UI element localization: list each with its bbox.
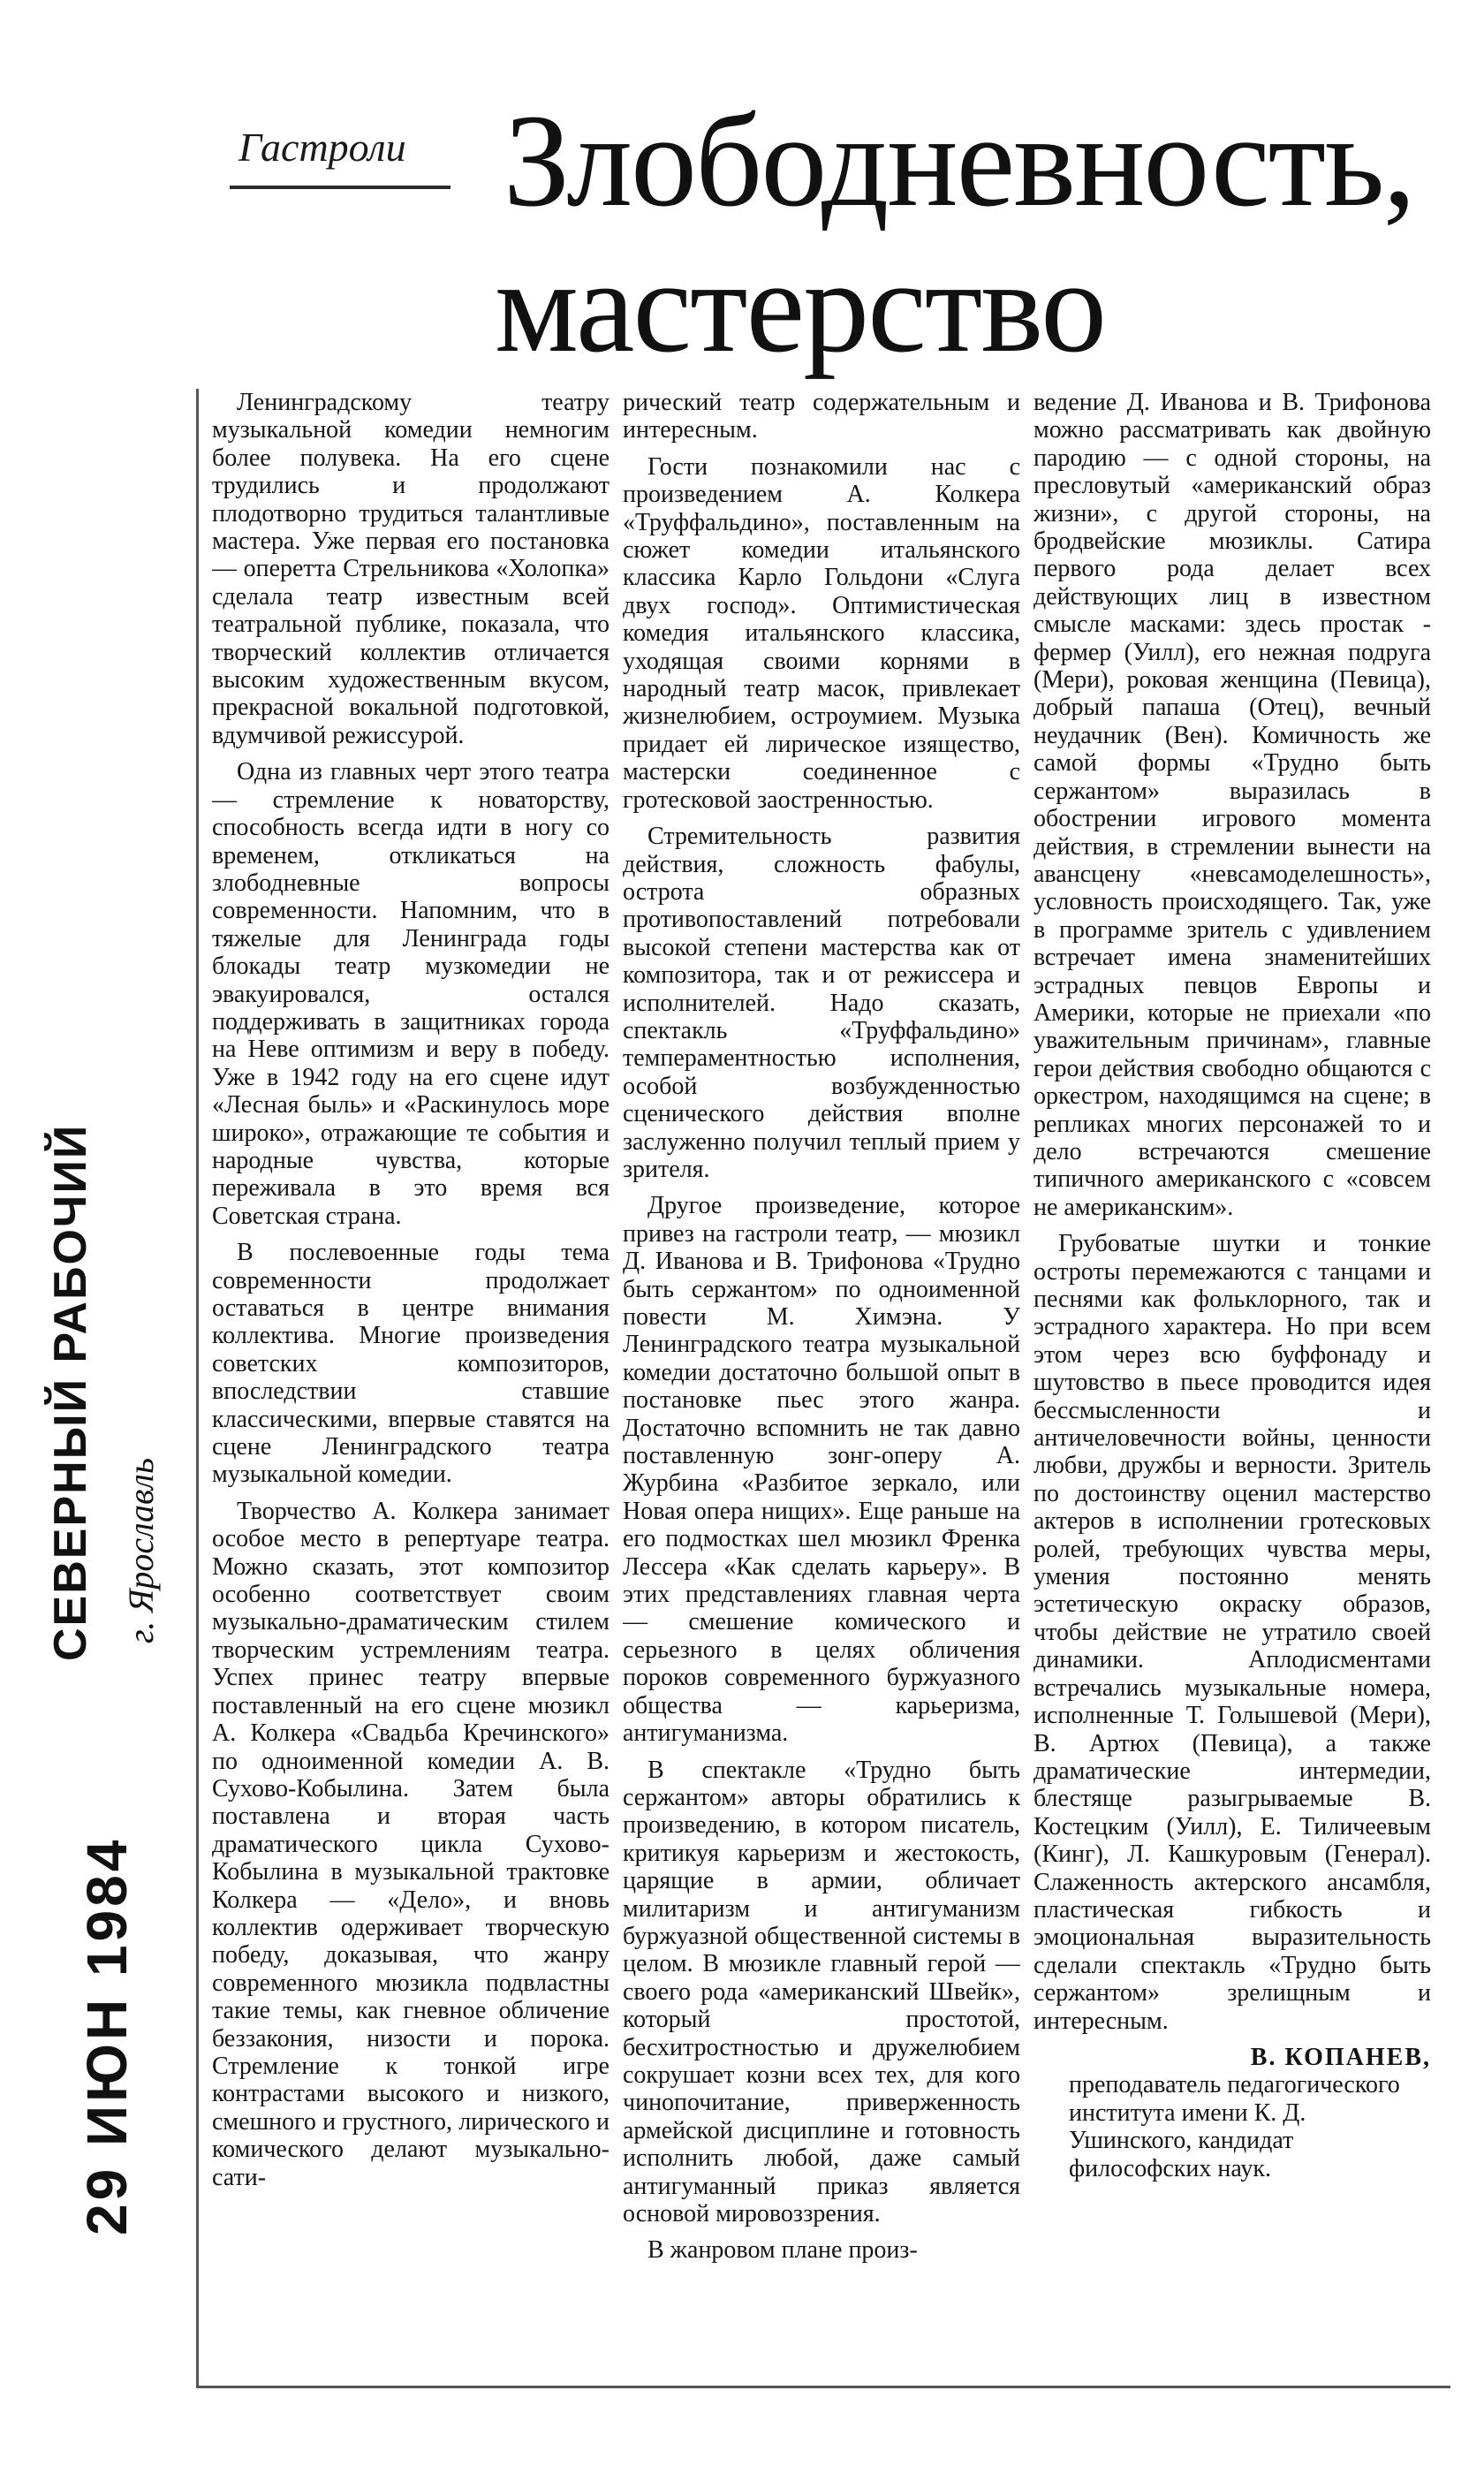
stamp-city: г. Ярославль: [121, 1457, 161, 1643]
paragraph: Грубоватые шутки и тонкие остроты перемежаются с танцами и песнями как фольклорного, так и эстрадного характера. Но при всем этом через всю буффонаду и шутовство в пьесе проводится идея бессмысленности и античеловечности войны, ценности любви, дружбы и верности. Зритель по достоинству оценил мастерство актеров в исполнении гротесковых ролей, требующих чувства меры, умения постоянно менять эстетическую окраску образов, чтобы действие не утратило своей динамики. Аплодисментами встречались музыкальные номера, исполненные Т. Голышевой (Мери), В. Артюх (Певица), а также драматические интермедии, блестяще разыгрываемые В. Костецким (Уилл), Е. Тиличеевым (Кинг), Л. Кашкуровым (Генерал). Слаженность актерского ансамбля, пластическая гибкость и эмоциональная выразительность сделали спектакль «Трудно быть сержантом» зрелищным и интересным.: [1034, 1230, 1431, 2035]
paragraph: Гости познакомили нас с произведением А. Колкера «Труффальдино», поставленным на сюжет комедии итальянского классика Карло Гольдони «Слуга двух господ». Оптимистическая комедия итальянского классика, уходящая своими корнями в народный театр масок, привлекает жизнелюбием, остроумием. Музыка придает ей лирическое изящество, мастерски соединенное с гротесковой заостренностью.: [623, 452, 1020, 814]
paragraph: В спектакле «Трудно быть сержантом» авторы обратились к произведению, в котором писатель, критикуя карьеризм и жестокость, царящие в армии, обличает милитаризм и антигуманизм буржуазной общественной системы в целом. В мюзикле главный герой — своего рода «американский Швейк», который простотой, бесхитростностью и дружелюбием сокрушает козни всех тех, для кого чинопочитание, приверженность армейской дисциплине и готовность исполнить любой, даже самый антигуманный приказ является основой мировоззрения.: [623, 1756, 1020, 2227]
article-column-3: [1034, 389, 1431, 2386]
rubric-underline: [230, 186, 450, 189]
paragraph: В жанровом плане произ-: [647, 2236, 918, 2265]
stamp-date: 29 ИЮН 1984: [75, 1836, 139, 2235]
newspaper-clipping: [212, 88, 1449, 2386]
paragraph: В послевоенные годы тема современности продолжает оставаться в центре внимания коллектива. Многие произведения советских композиторов, впоследствии ставшие классическими, впервые ставятся на сцене Ленинградского театра музыкальной комедии.: [212, 1239, 610, 1489]
paragraph: Другое произведение, которое привез на гастроли театр, — мюзикл Д. Иванова и В. Трифонова «Трудно быть сержантом» по одноименной повести М. Химэна. У Ленинградского театра музыкальной комедии достаточно большой опыт в постановке пьес этого жанра. Достаточно вспомнить не так давно поставленную зонг-оперу А. Журбина «Разбитое зеркало, или Новая опера нищих». Еще раньше на его подмостках шел мюзикл Френка Лессера «Как сделать карьеру». В этих представлениях главная черта — смешение комического и серьезного в целях обличения пороков современного буржуазного общества — карьеризма, антигуманизма.: [623, 1192, 1020, 1748]
paragraph: Ленинградскому театру музыкальной комедии немногим более полувека. На его сцене трудились и продолжают плодотворно трудиться талантливые мастера. Уже первая его постановка — оперетта Стрельникова «Холопка» сделала театр известным всей театральной публике, показала, что творческий коллектив отличается высоким художественным вкусом, прекрасной вокальной подготовкой, вдумчивой режиссурой.: [212, 389, 610, 749]
column-border-bottom: [196, 2386, 1450, 2388]
author-signature: [1034, 2044, 1431, 2182]
paragraph: Одна из главных черт этого театра — стремление к новаторству, способность всегда идти в ногу со временем, откликаться на злободневные вопросы современности. Напомним, что в тяжелые для Ленинграда годы блокады театр музкомедии не эвакуировался, остался поддерживать в защитниках города на Неве оптимизм и веру в победу. Уже в 1942 году на его сцене идут «Лесная быль» и «Раскинулось море широко», отражающие те события и народные чувства, которые переживала в это время вся Советская страна.: [212, 758, 610, 1230]
headline-line-2: мастерство: [495, 233, 1106, 380]
article-column-2: [623, 389, 1020, 2386]
rubric-label: Гастроли: [238, 125, 406, 170]
author-description: преподаватель педагогического института имени К. Д. Ушинского, кандидат философских наук.: [1069, 2071, 1400, 2182]
archive-stamp: [35, 1123, 212, 2262]
author-name: В. КОПАНЕВ,: [1250, 2043, 1431, 2071]
paragraph: Стремительность развития действия, сложность фабулы, острота образных противопоставлений потребовали высокой степени мастерства как от композитора, так и от режиссера и исполнителей. Надо сказать, спектакль «Труффальдино» темпераментностью исполнения, особой возбужденностью сценического действия вполне заслуженно получил теплый прием у зрителя.: [623, 823, 1020, 1183]
article-body: [212, 389, 1449, 2386]
paragraph: Творчество А. Колкера занимает особое место в репертуаре театра. Можно сказать, этот композитор особенно соответствует своим музыкально-драматическим стилем творческим устремлениям театра. Успех принес театру впервые поставленный на его сцене мюзикл А. Колкера «Свадьба Кречинского» по одноименной комедии А. В. Сухово-Кобылина. Затем была поставлена и вторая часть драматического цикла Сухово-Кобылина в музыкальной трактовке Колкера — «Дело», и вновь коллектив одерживает творческую победу, доказывая, что жанру современного мюзикла подвластны такие темы, как гневное обличение беззакония, низости и порока. Стремление к тонкой игре контрастами высокого и низкого, смешного и грустного, лирического и комического делают музыкально-сати-: [212, 1497, 610, 2191]
paragraph: рический театр содержательным и интересным.: [623, 389, 1020, 444]
stamp-newspaper-name: СЕВЕРНЫЙ РАБОЧИЙ: [45, 1123, 96, 1661]
article-column-1: [212, 389, 610, 2386]
headline: [495, 87, 1415, 380]
headline-line-1: Злободневность,: [504, 87, 1415, 234]
paragraph: ведение Д. Иванова и В. Трифонова можно рассматривать как двойную пародию — с одной стороны, на пресловутый «американский образ жизни», с другой стороны, на бродвейские мюзиклы. Сатира первого рода делает всех действующих лиц в известном смысле масками: здесь простак - фермер (Уилл), его нежная подруга (Мери), роковая женщина (Певица), добрый папаша (Отец), вечный неудачник (Вен). Комичность же самой формы «Трудно быть сержантом» выразилась в обострении игрового момента действия, в стремлении вынести на авансцену «невсамоделешность», условность происходящего. Так, уже в программе зритель с удивлением встречает имена знаменитейших эстрадных певцов Европы и Америки, которые не приехали «по уважительным причинам», главные герои действия свободно общаются с оркестром, находящимся на сцене; в репликах многих персонажей то и дело встречаются смешение типичного американского с «совсем не американским».: [1034, 389, 1431, 1221]
